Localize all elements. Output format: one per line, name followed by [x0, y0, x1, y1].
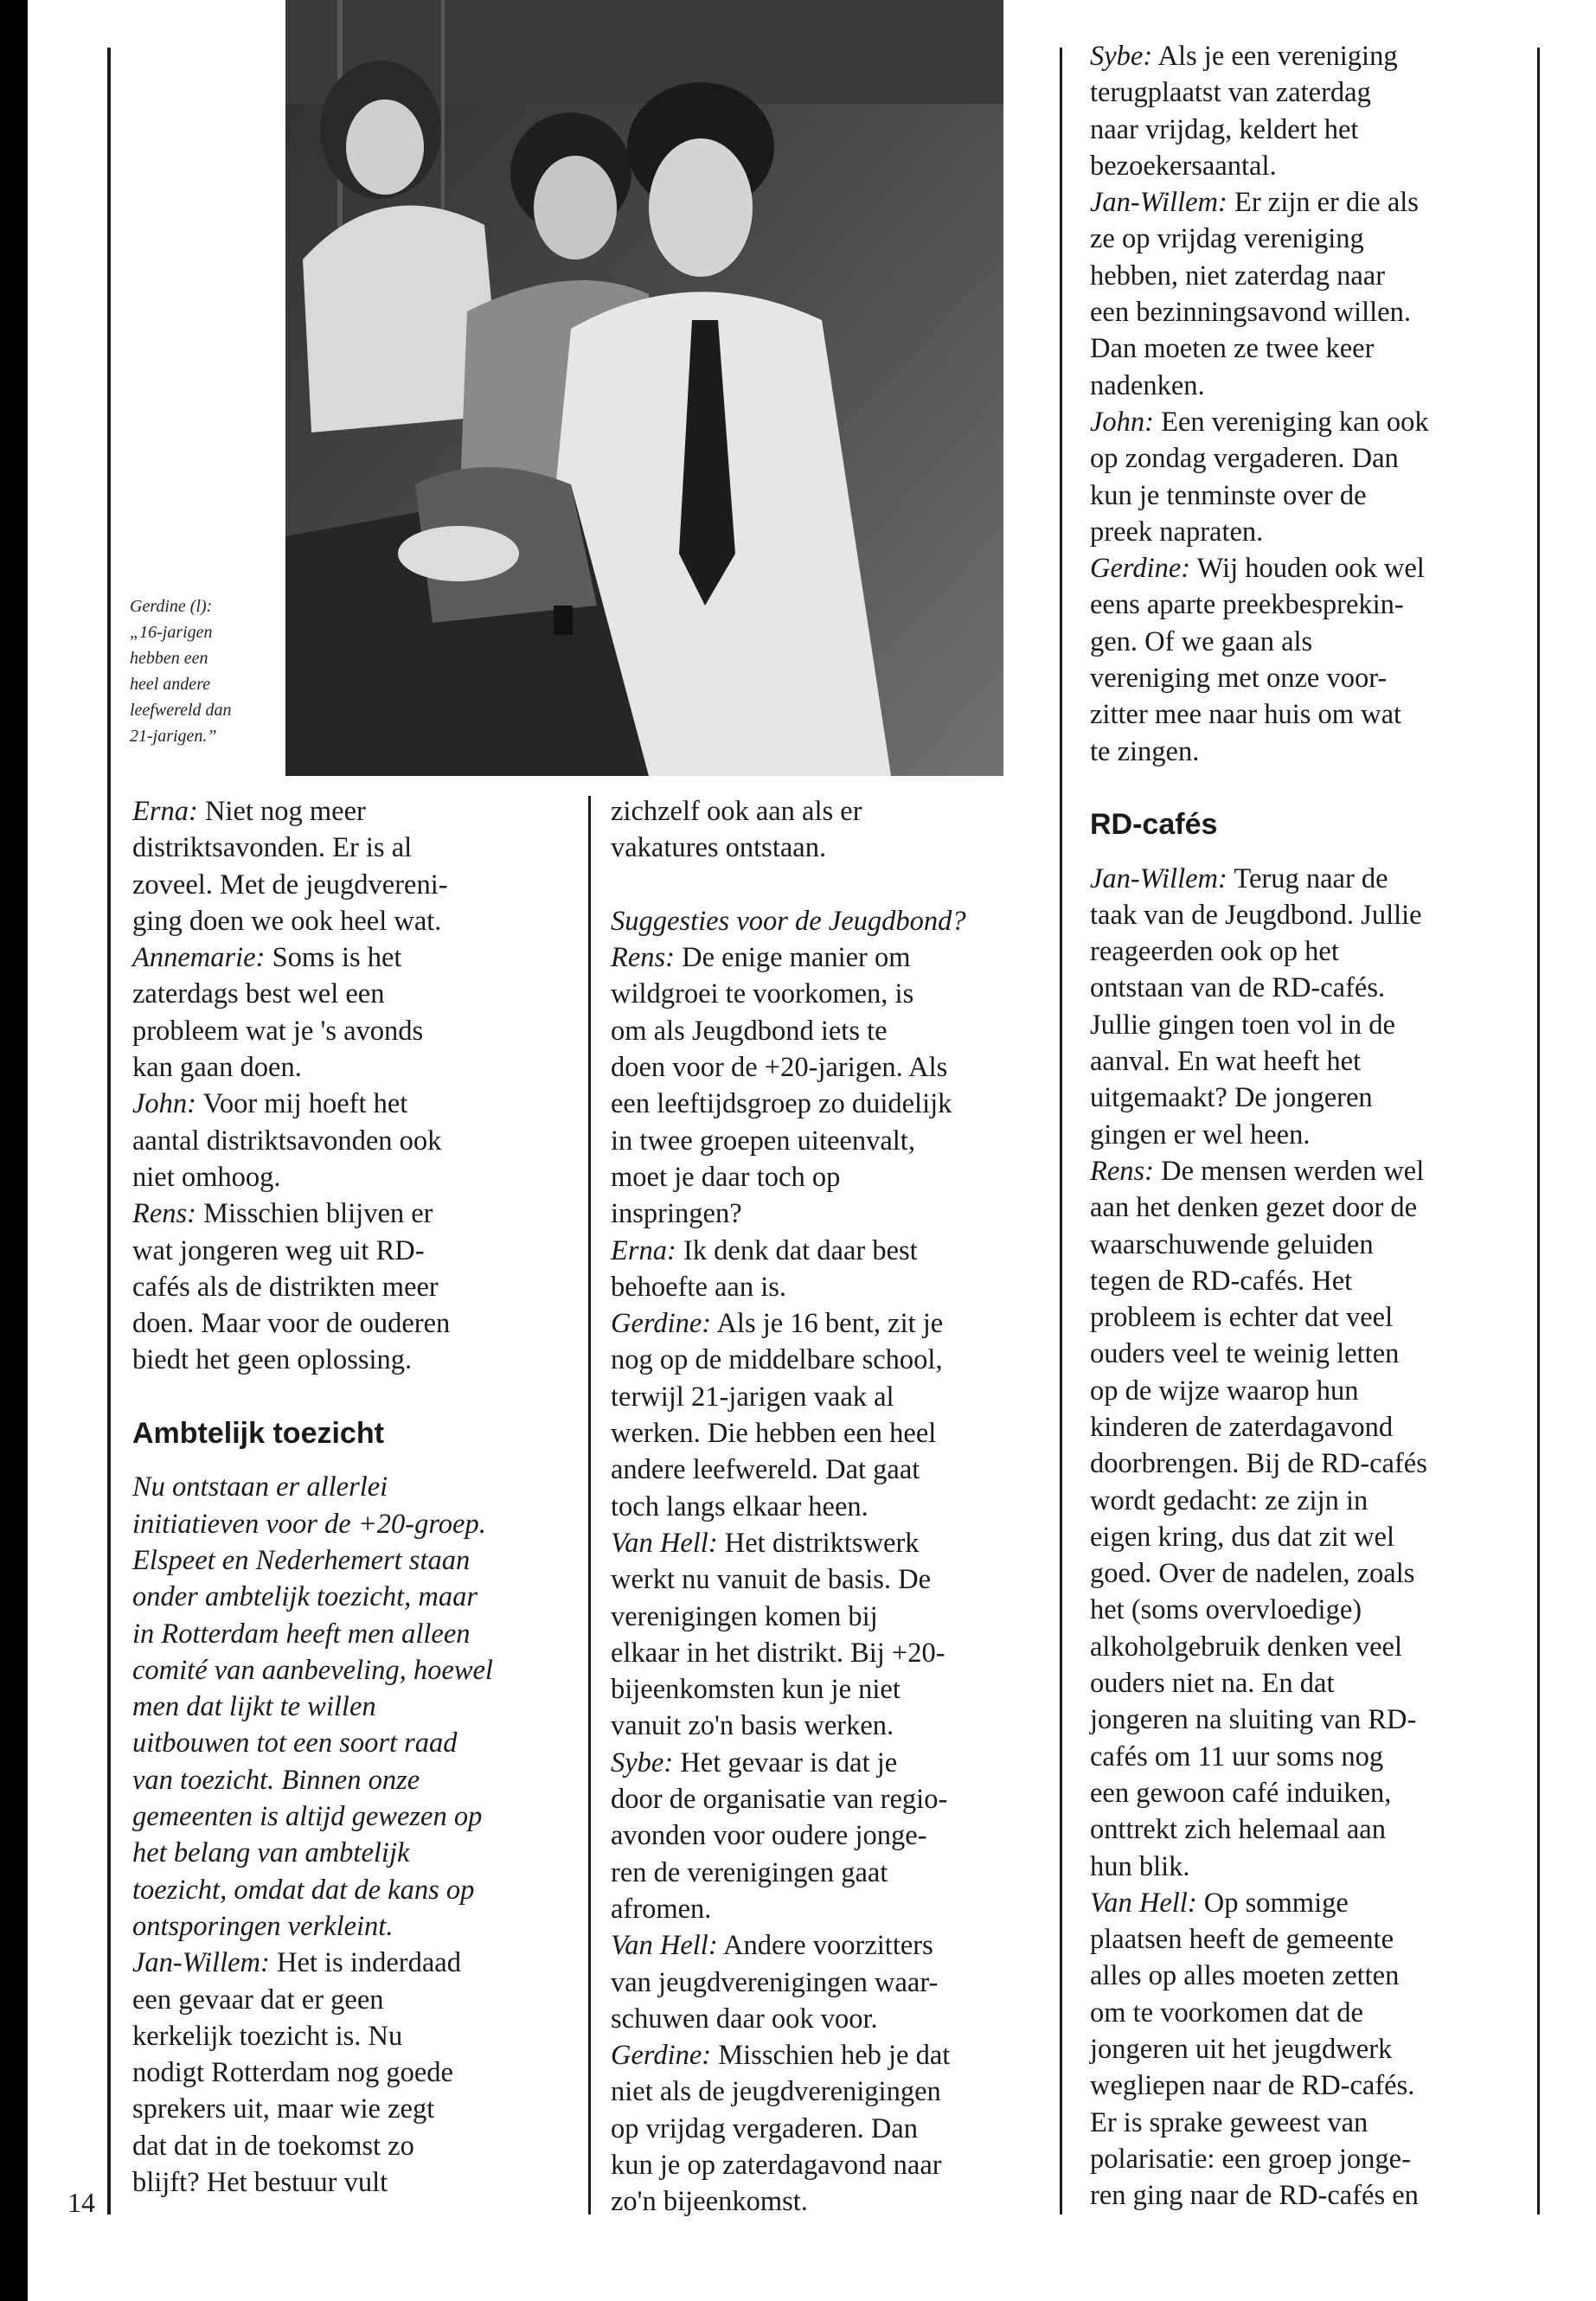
text-line: [611, 2073, 966, 2110]
text-line: [611, 1965, 966, 2001]
line-text: ze op vrijdag vereniging: [1090, 223, 1364, 255]
text-line: [1090, 112, 1429, 148]
text-line: [611, 2001, 966, 2037]
line-text: vakatures ontstaan.: [611, 832, 827, 864]
text-line: [1090, 1519, 1429, 1555]
line-text: Op sommige: [1196, 1887, 1349, 1919]
text-line: ontsporingen verkleint.: [132, 1910, 394, 1942]
text-line: [611, 1195, 966, 1232]
caption-line: Gerdine (l):: [130, 597, 213, 616]
line-text: blijft? Het bestuur vult: [132, 2166, 388, 2198]
line-text: elkaar in het distrikt. Bij +20-: [611, 1637, 945, 1669]
text-line: [132, 1233, 493, 1269]
text-line: [1090, 440, 1429, 477]
line-text: op zondag vergaderen. Dan: [1090, 443, 1399, 475]
line-text: op vrijdag vergaderen. Dan: [611, 2112, 918, 2144]
text-line: [132, 867, 493, 903]
line-text: Het is inderdaad: [269, 1947, 461, 1979]
text-line: initiatieven voor de +20-groep.: [132, 1508, 486, 1540]
speaker-name: Rens:: [132, 1198, 196, 1230]
line-text: nodigt Rotterdam nog goede: [132, 2057, 453, 2089]
section-heading-rd-cafes: RD-cafés: [1090, 808, 1218, 842]
text-line: [611, 2111, 966, 2147]
line-text: preek napraten.: [1090, 516, 1264, 548]
text-line: Nu ontstaan er allerlei: [132, 1471, 388, 1503]
text-line: [1090, 1739, 1429, 1775]
text-line: [1090, 624, 1429, 660]
text-line: [1090, 734, 1429, 770]
text-line: [611, 2183, 966, 2220]
line-text: ging doen we ook heel wat.: [132, 905, 442, 937]
text-line: [611, 1525, 966, 1561]
text-line: [1090, 258, 1429, 294]
text-line: [1090, 1555, 1429, 1592]
line-text: hun blik.: [1090, 1850, 1190, 1882]
line-text: waarschuwende geluiden: [1090, 1228, 1374, 1260]
text-line: [1090, 1885, 1429, 1921]
line-text: terwijl 21-jarigen vaak al: [611, 1381, 894, 1413]
line-text: een leeftijdsgroep zo duidelijk: [611, 1088, 952, 1120]
line-text: kerkelijk toezicht is. Nu: [132, 2020, 403, 2052]
line-text: toch langs elkaar heen.: [611, 1490, 869, 1522]
line-text: Voor mij hoeft het: [196, 1088, 408, 1120]
text-line: [1090, 1921, 1429, 1958]
line-text: Er is sprake geweest van: [1090, 2106, 1368, 2138]
text-line: [132, 1195, 493, 1232]
text-line: [1090, 1299, 1429, 1336]
line-text: andere leefwereld. Dat gaat: [611, 1454, 920, 1486]
speaker-name: Gerdine:: [1090, 553, 1191, 585]
line-text: aan het denken gezet door de: [1090, 1192, 1418, 1224]
line-text: Een vereniging kan ook: [1154, 406, 1429, 438]
text-line: [1090, 1409, 1429, 1445]
line-text: Ik denk dat daar best: [676, 1234, 918, 1266]
column-3: [1090, 38, 1429, 2214]
text-line: [132, 939, 493, 976]
text-line: [1090, 586, 1429, 623]
line-text: avonden voor oudere jonge-: [611, 1820, 927, 1852]
text-line: van toezicht. Binnen onze: [132, 1764, 420, 1796]
line-text: Soms is het: [265, 942, 402, 974]
text-line: [611, 1489, 966, 1525]
line-text: Het distriktswerk: [717, 1527, 920, 1559]
text-line: [611, 1817, 966, 1854]
text-line: [611, 830, 966, 866]
text-line: [611, 1159, 966, 1195]
line-text: te zingen.: [1090, 735, 1200, 767]
text-line: [611, 1452, 966, 1488]
line-text: Het gevaar is dat je: [673, 1747, 898, 1779]
text-line: [611, 1708, 966, 1744]
text-line: [132, 2054, 493, 2091]
caption-line: 21-jarigen.”: [130, 727, 217, 746]
text-line: [611, 976, 966, 1012]
text-line: [1090, 1665, 1429, 1702]
line-text: probleem is echter dat veel: [1090, 1302, 1394, 1334]
line-text: eigen kring, dus dat zit wel: [1090, 1521, 1394, 1553]
text-line: [132, 1945, 493, 1981]
line-text: wegliepen naar de RD-cafés.: [1090, 2070, 1415, 2102]
text-line: comité van aanbeveling, hoewel: [132, 1654, 493, 1686]
line-text: reageerden ook op het: [1090, 936, 1339, 968]
line-text: een gewoon café induiken,: [1090, 1777, 1392, 1809]
text-line: [1090, 1189, 1429, 1226]
text-line: [611, 1635, 966, 1671]
line-text: uitgemaakt? De jongeren: [1090, 1082, 1373, 1114]
column-rule-middle-2: [1060, 48, 1062, 2214]
text-line: toezicht, omdat dat de kans op: [132, 1874, 475, 1906]
text-line: [132, 830, 493, 866]
speaker-name: Rens:: [611, 942, 675, 974]
line-text: tegen de RD-cafés. Het: [1090, 1265, 1353, 1297]
line-text: sprekers uit, maar wie zegt: [132, 2093, 435, 2125]
text-line: [611, 1927, 966, 1964]
text-line: [1090, 1153, 1429, 1189]
line-text: Jullie gingen toen vol in de: [1090, 1009, 1395, 1041]
line-text: Dan moeten ze twee keer: [1090, 333, 1375, 365]
line-text: naar vrijdag, keldert het: [1090, 113, 1359, 145]
line-text: afromen.: [611, 1893, 712, 1925]
line-text: Terug naar de: [1227, 862, 1388, 894]
text-line: [1090, 1336, 1429, 1372]
text-line: [132, 2018, 493, 2054]
text-line: [132, 1269, 493, 1305]
speaker-name: Jan-Willem:: [1090, 187, 1227, 219]
speaker-name: Van Hell:: [1090, 1887, 1197, 1919]
column-rule-left: [107, 48, 111, 2214]
text-line: [1090, 970, 1429, 1006]
text-line: uitbouwen tot een soort raad: [132, 1727, 458, 1759]
speaker-name: Van Hell:: [611, 1527, 718, 1559]
text-line: [132, 1159, 493, 1195]
speaker-name: Gerdine:: [611, 2040, 712, 2072]
line-text: werkt nu vanuit de basis. De: [611, 1564, 932, 1596]
text-line: [1090, 1373, 1429, 1409]
text-line: [132, 976, 493, 1012]
text-line: [1090, 148, 1429, 184]
text-line: [611, 2037, 966, 2073]
text-line: [611, 1049, 966, 1086]
line-text: op de wijze waarop hun: [1090, 1375, 1359, 1407]
text-line: [611, 1561, 966, 1598]
line-text: hebben, niet zaterdag naar: [1090, 260, 1386, 292]
line-text: cafés om 11 uur soms nog: [1090, 1740, 1384, 1772]
text-line: [611, 1599, 966, 1635]
text-line: [1090, 184, 1429, 221]
text-line: onder ambtelijk toezicht, maar: [132, 1581, 478, 1613]
line-text: alkoholgebruik denken veel: [1090, 1631, 1402, 1663]
text-line: [132, 1049, 493, 1086]
col2-paragraph-1: [611, 793, 966, 867]
line-text: aantal distriktsavonden ook: [132, 1125, 442, 1157]
text-line: [1090, 2067, 1429, 2104]
text-line: [611, 939, 966, 976]
text-line: [1090, 1629, 1429, 1665]
line-text: Misschien blijven er: [196, 1198, 433, 1230]
line-text: niet omhoog.: [132, 1161, 281, 1193]
line-text: jongeren uit het jeugdwerk: [1090, 2034, 1393, 2066]
text-line: [132, 1123, 493, 1159]
line-text: vanuit zo'n basis werken.: [611, 1710, 894, 1742]
line-text: doorbrengen. Bij de RD-cafés: [1090, 1448, 1427, 1480]
line-text: terugplaatst van zaterdag: [1090, 77, 1371, 109]
text-line: [132, 2091, 493, 2127]
caption-line: heel andere: [130, 675, 211, 694]
text-line: [1090, 2141, 1429, 2177]
text-line: [611, 1891, 966, 1927]
text-line: [1090, 38, 1429, 74]
text-line: [1090, 514, 1429, 550]
line-text: behoefte aan is.: [611, 1271, 787, 1303]
text-line: [1090, 74, 1429, 111]
text-line: [1090, 368, 1429, 404]
col3-paragraph-2: [1090, 861, 1429, 2214]
text-line: [611, 1269, 966, 1305]
line-text: verenigingen komen bij: [611, 1600, 878, 1632]
text-line: [1090, 861, 1429, 897]
speaker-name: Gerdine:: [611, 1308, 712, 1340]
line-text: Als je 16 bent, zit je: [711, 1308, 944, 1340]
speaker-name: Erna:: [611, 1234, 676, 1266]
column-1: [132, 793, 493, 2201]
text-line: [1090, 933, 1429, 970]
text-line: [611, 1671, 966, 1708]
line-text: in twee groepen uiteenvalt,: [611, 1125, 915, 1157]
line-text: van jeugdverenigingen waar-: [611, 1966, 939, 1998]
line-text: Andere voorzitters: [717, 1930, 933, 1962]
speaker-name: Erna:: [132, 796, 198, 827]
speaker-name: Rens:: [1090, 1155, 1154, 1187]
text-line: [1090, 1702, 1429, 1738]
line-text: kan gaan doen.: [132, 1052, 302, 1084]
text-line: [1090, 1995, 1429, 2031]
line-text: goed. Over de nadelen, zoals: [1090, 1558, 1415, 1590]
col1-paragraph-2: [132, 1945, 493, 2201]
text-line: [611, 1233, 966, 1269]
line-text: polarisatie: een groep jonge-: [1090, 2143, 1411, 2175]
text-line: [1090, 550, 1429, 586]
col3-paragraph-1: [1090, 38, 1429, 770]
col1-paragraph-1: [132, 793, 493, 1379]
line-text: Er zijn er die als: [1227, 187, 1419, 219]
text-line: [1090, 1483, 1429, 1519]
line-text: taak van de Jeugdbond. Jullie: [1090, 899, 1422, 931]
text-line: [611, 793, 966, 830]
line-text: een bezinningsavond willen.: [1090, 297, 1411, 329]
line-text: Misschien heb je dat: [711, 2040, 951, 2072]
line-text: vereniging met onze voor-: [1090, 663, 1388, 695]
text-line: [1090, 1080, 1429, 1116]
text-line: [1090, 330, 1429, 367]
line-text: ontstaan van de RD-cafés.: [1090, 972, 1386, 1004]
line-text: dat dat in de toekomst zo: [132, 2130, 414, 2162]
caption-line: „16-jarigen: [130, 623, 213, 642]
line-text: moet je daar toch op: [611, 1161, 841, 1193]
line-text: ren ging naar de RD-cafés en: [1090, 2180, 1419, 2212]
line-text: zoveel. Met de jeugdvereni-: [132, 868, 448, 901]
line-text: een gevaar dat er geen: [132, 1984, 384, 2016]
line-text: jongeren na sluiting van RD-: [1090, 1704, 1417, 1736]
line-text: kun je tenminste over de: [1090, 479, 1367, 511]
line-text: schuwen daar ook voor.: [611, 2003, 878, 2035]
text-line: [132, 1982, 493, 2018]
text-line: [1090, 1811, 1429, 1848]
text-line: [611, 1379, 966, 1415]
text-line: [1090, 1445, 1429, 1482]
line-text: Als je een vereniging: [1152, 41, 1398, 72]
text-line: [1090, 1117, 1429, 1153]
line-text: zo'n bijeenkomst.: [611, 2186, 808, 2218]
line-text: wordt gedacht: ze zijn in: [1090, 1484, 1368, 1516]
line-text: nadenken.: [1090, 369, 1205, 401]
line-text: distriktsavonden. Er is al: [132, 832, 413, 864]
text-line: het belang van ambtelijk: [132, 1837, 410, 1869]
caption-line: hebben een: [130, 649, 208, 668]
line-text: nog op de middelbare school,: [611, 1344, 943, 1376]
line-text: niet als de jeugdverenigingen: [611, 2076, 941, 2108]
line-text: wildgroei te voorkomen, is: [611, 978, 914, 1010]
line-text: wat jongeren weg uit RD-: [132, 1234, 425, 1266]
text-line: [1090, 1263, 1429, 1299]
col1-italic-intro: [132, 1469, 493, 1945]
text-line: [611, 1305, 966, 1342]
line-text: inspringen?: [611, 1198, 742, 1230]
line-text: bijeenkomsten kun je niet: [611, 1674, 901, 1706]
text-line: [132, 2164, 493, 2201]
speaker-name: Jan-Willem:: [132, 1947, 270, 1979]
speaker-name: Sybe:: [1090, 41, 1153, 72]
text-line: [1090, 294, 1429, 330]
speaker-name: Annemarie:: [132, 942, 266, 974]
line-text: gingen er wel heen.: [1090, 1118, 1311, 1150]
text-line: [1090, 1775, 1429, 1811]
text-line: [1090, 404, 1429, 440]
line-text: Wij houden ook wel: [1190, 553, 1425, 585]
text-line: [1090, 660, 1429, 696]
line-text: gen. Of we gaan als: [1090, 625, 1313, 657]
scan-black-edge: [0, 0, 28, 2301]
caption-line: leefwereld dan: [130, 701, 232, 720]
text-line: [1090, 478, 1429, 514]
line-text: biedt het geen oplossing.: [132, 1344, 413, 1376]
photo: [285, 0, 1003, 776]
line-text: ouders veel te weinig letten: [1090, 1338, 1400, 1370]
text-line: [1090, 1592, 1429, 1628]
line-text: probleem wat je 's avonds: [132, 1015, 424, 1047]
line-text: alles op alles moeten zetten: [1090, 1960, 1400, 1992]
line-text: plaatsen heeft de gemeente: [1090, 1924, 1394, 1956]
speaker-name: Van Hell:: [611, 1930, 718, 1962]
line-text: werken. Die hebben een heel: [611, 1418, 937, 1450]
text-line: [1090, 1007, 1429, 1043]
line-text: doen voor de +20-jarigen. Als: [611, 1052, 948, 1084]
speaker-name: John:: [132, 1088, 196, 1120]
text-line: [611, 1013, 966, 1049]
column-rule-middle-1: [588, 796, 591, 2214]
line-text: zitter mee naar huis om wat: [1090, 699, 1402, 731]
text-line: men dat lijkt te willen: [132, 1691, 376, 1723]
col2-paragraph-2: [611, 939, 966, 2220]
column-rule-right: [1537, 48, 1540, 2214]
line-text: cafés als de distrikten meer: [132, 1271, 439, 1303]
text-line: [1090, 696, 1429, 733]
text-line: [132, 2128, 493, 2164]
text-line: [611, 1342, 966, 1378]
text-line: Elspeet en Nederhemert staan: [132, 1544, 471, 1576]
line-text: ren de verenigingen gaat: [611, 1856, 888, 1888]
text-line: [611, 1855, 966, 1891]
page-number: 14: [67, 2187, 95, 2218]
speaker-name: John:: [1090, 406, 1154, 438]
text-line: gemeenten is altijd gewezen op: [132, 1801, 483, 1833]
text-line: [132, 1342, 493, 1378]
text-line: [611, 1086, 966, 1122]
text-line: [1090, 2177, 1429, 2214]
line-text: De mensen werden wel: [1154, 1155, 1425, 1187]
photo-illustration: [285, 0, 1003, 776]
line-text: aanval. En wat heeft het: [1090, 1046, 1362, 1078]
column-2: [611, 793, 966, 2221]
interview-question: Suggesties voor de Jeugdbond?: [611, 905, 966, 937]
text-line: [1090, 2031, 1429, 2067]
text-line: [132, 1086, 493, 1122]
line-text: De enige manier om: [675, 942, 911, 974]
section-heading-ambtelijk-toezicht: Ambtelijk toezicht: [132, 1417, 384, 1451]
line-text: door de organisatie van regio-: [611, 1784, 948, 1816]
text-line: [611, 1123, 966, 1159]
text-line: [611, 2147, 966, 2183]
line-text: zaterdags best wel een: [132, 978, 385, 1010]
text-line: [132, 1305, 493, 1342]
photo-caption: [130, 593, 281, 749]
speaker-name: Jan-Willem:: [1090, 862, 1227, 894]
text-line: [611, 1745, 966, 1781]
line-text: zichzelf ook aan als er: [611, 796, 862, 827]
text-line: in Rotterdam heeft men alleen: [132, 1618, 471, 1650]
line-text: doen. Maar voor de ouderen: [132, 1308, 451, 1340]
line-text: om te voorkomen dat de: [1090, 1997, 1363, 2029]
text-line: [1090, 1043, 1429, 1080]
text-line: [1090, 1958, 1429, 1994]
line-text: bezoekersaantal.: [1090, 150, 1277, 182]
text-line: [1090, 2105, 1429, 2141]
text-line: [132, 793, 493, 830]
line-text: eens aparte preekbesprekin-: [1090, 589, 1404, 621]
line-text: om als Jeugdbond iets te: [611, 1015, 888, 1047]
text-line: [1090, 221, 1429, 257]
line-text: ouders niet na. En dat: [1090, 1668, 1335, 1700]
line-text: het (soms overvloedige): [1090, 1594, 1362, 1626]
text-line: [1090, 1849, 1429, 1885]
text-line: [1090, 897, 1429, 933]
text-line: [611, 1415, 966, 1452]
text-line: [1090, 1227, 1429, 1263]
text-line: [132, 1013, 493, 1049]
text-line: [611, 1781, 966, 1817]
speaker-name: Sybe:: [611, 1747, 674, 1779]
text-line: [132, 903, 493, 939]
line-text: kinderen de zaterdagavond: [1090, 1411, 1394, 1443]
line-text: kun je op zaterdagavond naar: [611, 2149, 942, 2181]
line-text: onttrekt zich helemaal aan: [1090, 1814, 1386, 1846]
line-text: Niet nog meer: [197, 796, 366, 827]
